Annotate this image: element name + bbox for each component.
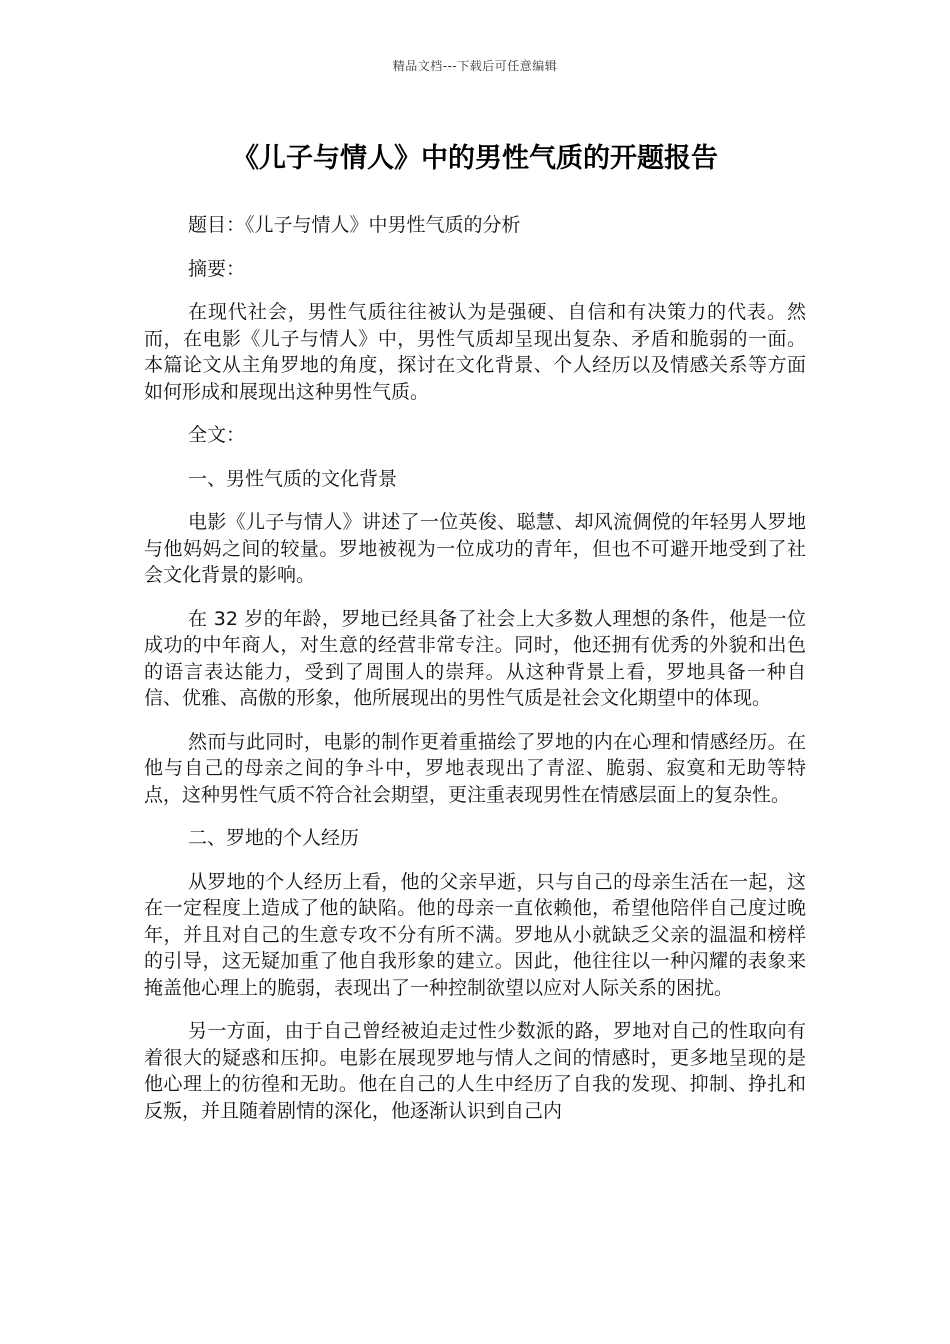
body-paragraph: 从罗地的个人经历上看，他的父亲早逝，只与自己的母亲生活在一起，这在一定程度上造成了他的缺陷。他的母亲一直依赖他，希望他陪伴自己度过晚年，并且对自己的生意专攻不分有所不满。罗地从小就缺乏父亲的温温和榜样的引导，这无疑加重了他自我形象的建立。因此，他往往以一种闪耀的表象来掩盖他心理上的脆弱，表现出了一种控制欲望以应对人际关系的困扰。 bbox=[144, 870, 806, 999]
document-title: 《儿子与情人》中的男性气质的开题报告 bbox=[232, 143, 718, 174]
body-paragraph: 在 32 岁的年龄，罗地已经具备了社会上大多数人理想的条件，他是一位成功的中年商人，对生意的经营非常专注。同时，他还拥有优秀的外貌和出色的语言表达能力，受到了周围人的崇拜。从这种背景上看，罗地具备一种自信、优雅、高傲的形象，他所展现出的男性气质是社会文化期望中的体现。 bbox=[144, 607, 806, 709]
document-body bbox=[144, 212, 806, 1141]
section-heading-1: 一、男性气质的文化背景 bbox=[188, 467, 398, 490]
fulltext-heading: 全文： bbox=[188, 424, 246, 446]
topic-line: 题目：《儿子与情人》中男性气质的分析 bbox=[188, 214, 521, 236]
section-heading-2: 二、罗地的个人经历 bbox=[188, 827, 360, 849]
abstract-heading: 摘要： bbox=[188, 257, 246, 280]
body-paragraph: 另一方面，由于自己曾经被迫走过性少数派的路，罗地对自己的性取向有着很大的疑惑和压抑。电影在展现罗地与情人之间的情感时，更多地呈现的是他心理上的彷徨和无助。他在自己的人生中经历了自我的发现、抑制、挣扎和反叛，并且随着剧情的深化，他逐渐认识到自己内 bbox=[144, 1020, 806, 1122]
body-paragraph: 电影《儿子与情人》讲述了一位英俊、聪慧、却风流倜傥的年轻男人罗地与他妈妈之间的较量。罗地被视为一位成功的青年，但也不可避开地受到了社会文化背景的影响。 bbox=[144, 511, 806, 586]
abstract-paragraph: 在现代社会，男性气质往往被认为是强硬、自信和有决策力的代表。然而，在电影《儿子与情人》中，男性气质却呈现出复杂、矛盾和脆弱的一面。本篇论文从主角罗地的角度，探讨在文化背景、个人经历以及情感关系等方面如何形成和展现出这种男性气质。 bbox=[144, 301, 806, 403]
page-header-note: 精品文档---下载后可任意编辑 bbox=[392, 59, 558, 73]
body-paragraph: 然而与此同时，电影的制作更着重描绘了罗地的内在心理和情感经历。在他与自己的母亲之间的争斗中，罗地表现出了青涩、脆弱、寂寞和无助等特点，这种男性气质不符合社会期望，更注重表现男性在情感层面上的复杂性。 bbox=[144, 730, 806, 806]
